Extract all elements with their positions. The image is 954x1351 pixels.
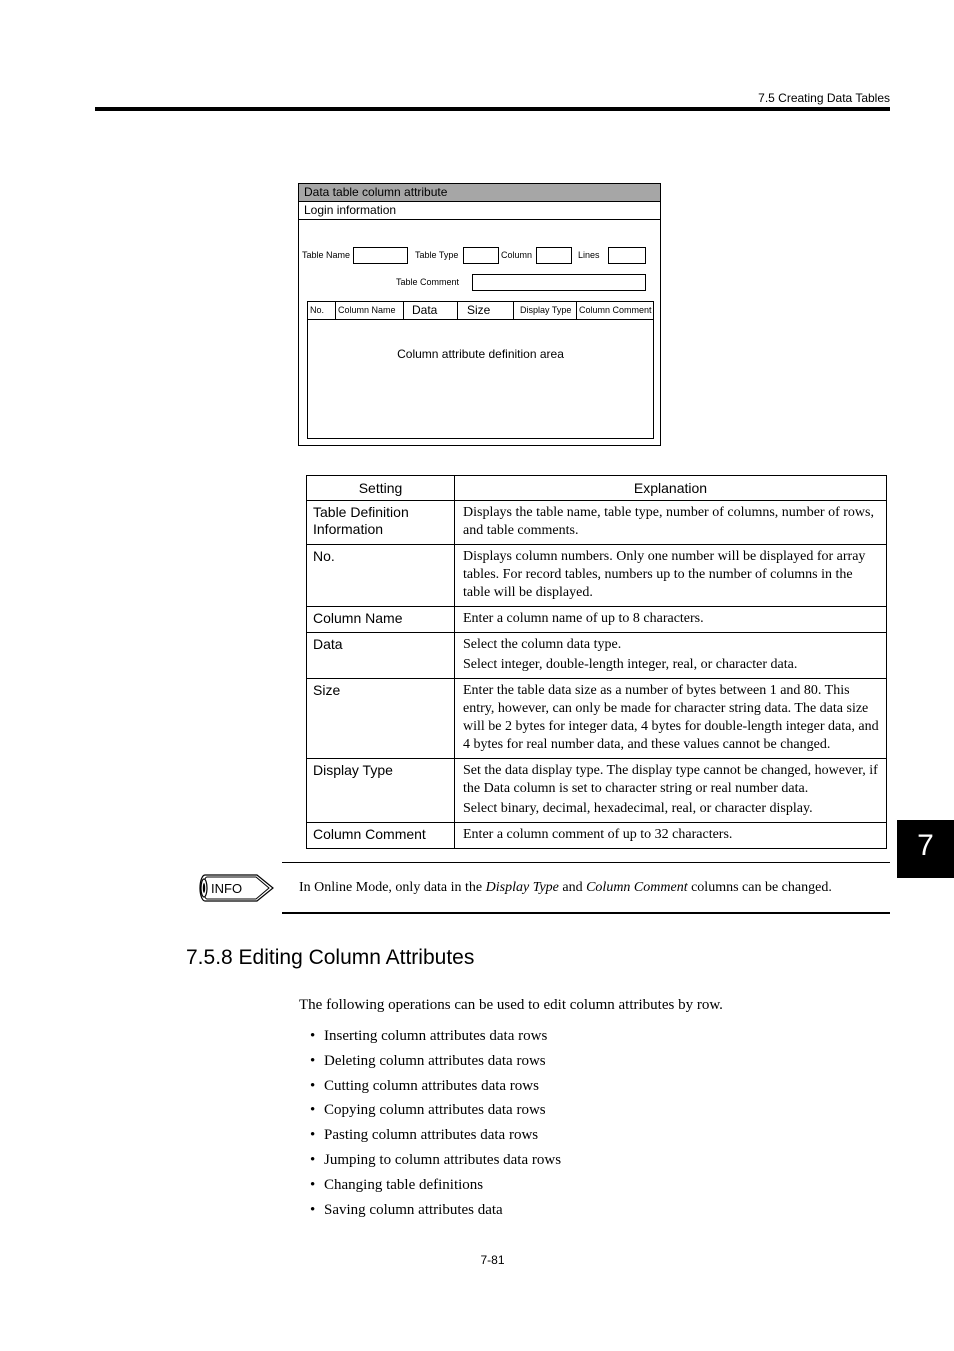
- info-emphasis-column-comment: Column Comment: [586, 880, 688, 895]
- setting-cell: Size: [307, 679, 455, 759]
- bullet: •: [310, 1052, 316, 1069]
- header-rule: [95, 107, 890, 111]
- chapter-tab: 7: [897, 820, 954, 878]
- list-item: [310, 1076, 561, 1101]
- window-title-bar: Data table column attribute: [299, 184, 660, 202]
- grid-header-data[interactable]: Data: [404, 302, 458, 319]
- explanation-cell: [455, 823, 887, 849]
- grid-area-label: Column attribute definition area: [397, 347, 564, 361]
- table-type-field[interactable]: [463, 247, 499, 264]
- info-text-part: and: [558, 880, 587, 895]
- info-note: [299, 880, 832, 896]
- column-attribute-window: [298, 183, 661, 446]
- table-type-label: Table Type: [415, 250, 459, 260]
- table-row: [307, 823, 887, 849]
- setting-cell: Column Comment: [307, 823, 455, 849]
- table-row: [307, 501, 887, 545]
- info-text-part: In Online Mode, only data in the: [299, 880, 486, 895]
- running-header: 7.5 Creating Data Tables: [758, 91, 890, 105]
- info-emphasis-display-type: Display Type: [485, 880, 559, 895]
- explanation-cell: [455, 759, 887, 823]
- table-row: [307, 759, 887, 823]
- column-label: Column: [501, 250, 533, 260]
- explanation-cell: [455, 679, 887, 759]
- grid-header-size[interactable]: Size: [458, 302, 514, 319]
- info-rule-bottom: [282, 912, 890, 914]
- bullet: •: [310, 1127, 316, 1144]
- lines-label: Lines: [578, 250, 600, 260]
- table-row: [307, 545, 887, 607]
- list-item-text: Pasting column attributes data rows: [324, 1127, 539, 1144]
- info-icon: [195, 873, 275, 908]
- table-name-field[interactable]: [353, 247, 408, 264]
- column-attribute-grid[interactable]: [307, 301, 654, 439]
- table-row: [307, 607, 887, 633]
- explanation-text: Enter the table data size as a number of bytes between 1 and 80. This entry, however, can only be made for character string data. The data size will be 2 bytes for integer data, 4 bytes for double-length integer data, and 4 bytes for real number data, and these values cannot be changed.: [463, 683, 879, 752]
- list-item-text: Jumping to column attributes data rows: [324, 1151, 562, 1168]
- header-explanation: Explanation: [455, 476, 887, 501]
- explanation-text: Select binary, decimal, hexadecimal, real, or character display.: [463, 801, 813, 816]
- table-row: [307, 679, 887, 759]
- grid-header-no[interactable]: No.: [308, 302, 336, 319]
- section-intro: The following operations can be used to edit column attributes by row.: [299, 997, 723, 1013]
- settings-table: [306, 475, 887, 849]
- setting-cell: Data: [307, 633, 455, 679]
- table-row: [307, 633, 887, 679]
- explanation-cell: [455, 607, 887, 633]
- explanation-text: Enter a column comment of up to 32 characters.: [463, 827, 733, 842]
- list-item-text: Copying column attributes data rows: [324, 1102, 546, 1119]
- page-number: 7-81: [480, 1253, 505, 1267]
- bullet: •: [310, 1201, 316, 1218]
- login-information-bar: Login information: [299, 202, 660, 220]
- setting-cell: Column Name: [307, 607, 455, 633]
- list-item: [310, 1026, 561, 1051]
- explanation-cell: [455, 633, 887, 679]
- bullet: •: [310, 1151, 316, 1168]
- bullet: •: [310, 1077, 316, 1094]
- info-rule-top: [282, 862, 890, 863]
- section-heading: 7.5.8 Editing Column Attributes: [186, 946, 475, 969]
- setting-cell: Display Type: [307, 759, 455, 823]
- list-item-text: Saving column attributes data: [324, 1201, 503, 1218]
- explanation-cell: [455, 501, 887, 545]
- explanation-cell: [455, 545, 887, 607]
- table-comment-label: Table Comment: [396, 277, 460, 287]
- explanation-text: Select the column data type.: [463, 637, 622, 652]
- operations-list: [310, 1026, 561, 1224]
- list-item-text: Inserting column attributes data rows: [324, 1028, 548, 1044]
- table-header-row: [307, 476, 887, 501]
- list-item-text: Deleting column attributes data rows: [324, 1052, 546, 1069]
- explanation-text: Displays the table name, table type, number of columns, number of rows, and table comments.: [463, 505, 874, 538]
- grid-header-column-name[interactable]: Column Name: [336, 302, 404, 319]
- list-item-text: Cutting column attributes data rows: [324, 1077, 539, 1094]
- explanation-text: Set the data display type. The display type cannot be changed, however, if the Data column is set to character string or real number data.: [463, 763, 878, 796]
- grid-header: [308, 302, 653, 320]
- lines-field[interactable]: [608, 247, 646, 264]
- list-item: [310, 1200, 561, 1225]
- column-count-field[interactable]: [536, 247, 572, 264]
- list-item: [310, 1175, 561, 1200]
- setting-cell: Table Definition Information: [307, 501, 455, 545]
- table-name-label: Table Name: [302, 250, 351, 260]
- header-setting: Setting: [307, 476, 455, 501]
- grid-header-column-comment[interactable]: Column Comment: [579, 305, 652, 315]
- list-item-text: Changing table definitions: [324, 1176, 484, 1193]
- info-icon-label: INFO: [211, 881, 243, 896]
- list-item: [310, 1125, 561, 1150]
- bullet: •: [310, 1028, 316, 1044]
- list-item: [310, 1051, 561, 1076]
- explanation-text: Displays column numbers. Only one number will be displayed for array tables. For record tables, numbers up to the number of columns in the table will be displayed.: [463, 549, 866, 600]
- bullet: •: [310, 1176, 316, 1193]
- bullet: •: [310, 1102, 316, 1119]
- explanation-text: Select integer, double-length integer, real, or character data.: [463, 657, 798, 672]
- setting-cell: No.: [307, 545, 455, 607]
- grid-header-display-type[interactable]: Display Type: [514, 302, 577, 319]
- list-item: [310, 1100, 561, 1125]
- info-text-part: columns can be changed.: [687, 880, 832, 895]
- list-item: [310, 1150, 561, 1175]
- table-comment-field[interactable]: [472, 274, 646, 291]
- explanation-text: Enter a column name of up to 8 characters.: [463, 611, 704, 626]
